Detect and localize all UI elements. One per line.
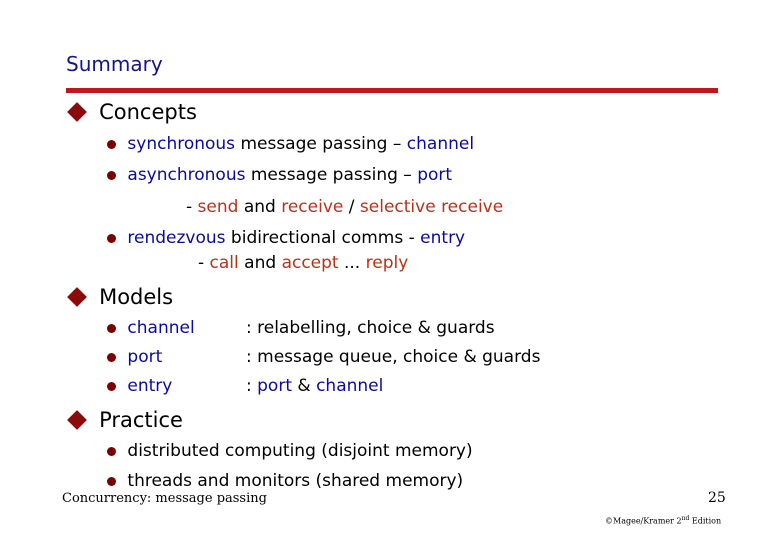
and-text: and bbox=[238, 197, 282, 217]
concept-item-asynchronous bbox=[107, 165, 452, 185]
copyright-sup: nd bbox=[681, 515, 690, 522]
term: synchronous bbox=[127, 134, 236, 154]
model-term: port bbox=[127, 347, 163, 367]
dot-bullet-icon bbox=[107, 382, 116, 391]
dot-bullet-icon bbox=[107, 234, 116, 243]
concepts-heading: Concepts bbox=[99, 100, 197, 124]
text: message passing – bbox=[245, 165, 418, 185]
text: bidirectional comms - bbox=[225, 228, 421, 248]
term: rendezvous bbox=[127, 228, 226, 248]
reply-text: reply bbox=[365, 253, 409, 273]
dot-bullet-icon bbox=[107, 324, 116, 333]
concept-subline-send-receive bbox=[186, 197, 503, 217]
model-desc-entry bbox=[246, 376, 383, 396]
title-divider bbox=[66, 88, 718, 93]
slide-title: Summary bbox=[66, 52, 163, 76]
model-row-entry bbox=[107, 376, 172, 396]
diamond-bullet-icon bbox=[67, 102, 87, 122]
channel-text: channel bbox=[316, 376, 384, 396]
practice-item bbox=[107, 471, 463, 491]
accept-text: accept bbox=[281, 253, 339, 273]
footer-course: Concurrency: message passing bbox=[62, 491, 267, 506]
models-heading: Models bbox=[99, 285, 174, 309]
send-text: send bbox=[197, 197, 239, 217]
dot-bullet-icon bbox=[107, 477, 116, 486]
target: port bbox=[417, 165, 453, 185]
diamond-bullet-icon bbox=[67, 410, 87, 430]
model-desc-channel: : relabelling, choice & guards bbox=[246, 318, 495, 338]
model-term: channel bbox=[127, 318, 195, 338]
model-row-port bbox=[107, 347, 162, 367]
amp-text: & bbox=[292, 376, 317, 396]
dot-bullet-icon bbox=[107, 353, 116, 362]
dash: - bbox=[186, 197, 198, 217]
dots-text: ... bbox=[338, 253, 366, 273]
colon: : bbox=[246, 376, 258, 396]
model-row-channel bbox=[107, 318, 195, 338]
concepts-section bbox=[70, 100, 197, 124]
dot-bullet-icon bbox=[107, 447, 116, 456]
copyright-suffix: Edition bbox=[689, 516, 722, 526]
port-text: port bbox=[257, 376, 292, 396]
practice-section bbox=[70, 408, 183, 432]
practice-text: threads and monitors (shared memory) bbox=[127, 471, 464, 491]
slash-text: / bbox=[343, 197, 360, 217]
dash: - bbox=[198, 253, 210, 273]
practice-item bbox=[107, 441, 473, 461]
concept-item-synchronous bbox=[107, 134, 474, 154]
target: entry bbox=[420, 228, 466, 248]
target: channel bbox=[406, 134, 475, 154]
copyright-prefix: ©Magee/Kramer 2 bbox=[605, 516, 682, 526]
practice-heading: Practice bbox=[99, 408, 183, 432]
dot-bullet-icon bbox=[107, 171, 116, 180]
concept-item-rendezvous bbox=[107, 228, 465, 248]
copyright bbox=[605, 515, 721, 526]
models-section bbox=[70, 285, 173, 309]
diamond-bullet-icon bbox=[67, 287, 87, 307]
page-number: 25 bbox=[708, 490, 726, 506]
term: asynchronous bbox=[127, 165, 246, 185]
receive-text: receive bbox=[281, 197, 344, 217]
dot-bullet-icon bbox=[107, 140, 116, 149]
model-desc-port: : message queue, choice & guards bbox=[246, 347, 541, 367]
selective-receive-text: selective receive bbox=[359, 197, 504, 217]
text: message passing – bbox=[235, 134, 407, 154]
concept-subline-call-accept bbox=[198, 253, 408, 273]
practice-text: distributed computing (disjoint memory) bbox=[127, 441, 473, 461]
model-term: entry bbox=[127, 376, 173, 396]
and-text: and bbox=[238, 253, 282, 273]
call-text: call bbox=[209, 253, 239, 273]
